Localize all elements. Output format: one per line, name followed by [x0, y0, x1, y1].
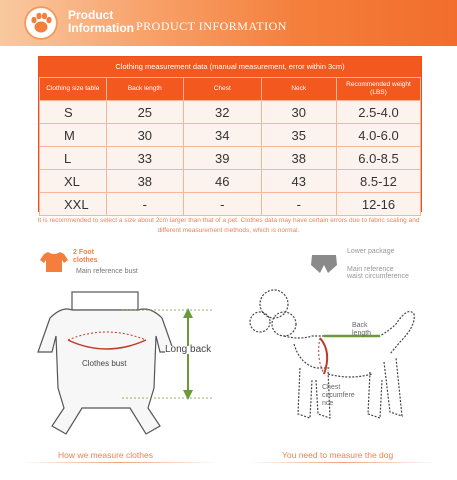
cell-weight: 8.5-12 [336, 170, 420, 193]
header-title [68, 9, 134, 35]
sizing-note-line1: It is recommended to select a size about 2cm larger than that of a pet. Clothes data may have certain errors due to fabric scaling and [37, 217, 420, 224]
table-row [40, 101, 421, 124]
cell-chest: 32 [184, 101, 261, 124]
cell-weight: 6.0-8.5 [336, 147, 420, 170]
left-legend-title: 2 Foot clothes [73, 249, 98, 264]
right-legend-sub1: Main reference [347, 266, 394, 273]
left-legend-sub: Main reference bust [76, 268, 138, 275]
cell-weight: 2.5-4.0 [336, 101, 420, 124]
col-size: Clothing size table [40, 78, 107, 101]
chest-label3: nce [322, 400, 334, 407]
cell-chest: 34 [184, 124, 261, 147]
cell-size: S [40, 101, 107, 124]
cell-size: XL [40, 170, 107, 193]
left-caption: How we measure clothes [58, 450, 153, 460]
col-neck: Neck [261, 78, 336, 101]
header-title-line1: Product [68, 8, 114, 22]
tshirt-icon [40, 250, 68, 279]
cell-neck: 43 [261, 170, 336, 193]
right-legend-title: Lower package [347, 248, 395, 255]
chest-label2: circumfere [322, 392, 355, 399]
left-caption-underline [20, 462, 220, 463]
cell-neck: 35 [261, 124, 336, 147]
long-back-label: Long back [165, 344, 212, 355]
cell-chest: - [184, 193, 261, 216]
cell-back-length: 33 [106, 147, 183, 170]
cell-back-length: 38 [106, 170, 183, 193]
table-row [40, 147, 421, 170]
paw-logo-icon [24, 6, 58, 40]
cell-size: M [40, 124, 107, 147]
cell-back-length: - [106, 193, 183, 216]
back-length-label1: Back [352, 322, 368, 329]
cell-back-length: 30 [106, 124, 183, 147]
cell-size: XXL [40, 193, 107, 216]
table-row [40, 124, 421, 147]
table-caption: Clothing measurement data (manual measurement, error within 3cm) [40, 57, 421, 78]
header-title-line2: Information [68, 21, 134, 35]
cell-weight: 4.0-6.0 [336, 124, 420, 147]
sizing-note [8, 216, 449, 236]
right-legend-sub2: waist circumference [347, 273, 409, 280]
chest-label1: Chest [322, 384, 341, 391]
right-caption-underline [248, 462, 438, 463]
sizing-note-line2: different measurement methods, which is normal. [157, 227, 300, 234]
cell-chest: 46 [184, 170, 261, 193]
table-row [40, 193, 421, 216]
back-length-label2: length [352, 330, 372, 337]
table-header-row [40, 78, 421, 101]
size-table [38, 56, 422, 212]
header-subtitle: PRODUCT INFORMATION [136, 19, 287, 33]
cell-neck: 30 [261, 101, 336, 124]
col-chest: Chest [184, 78, 261, 101]
cell-weight: 12-16 [336, 193, 420, 216]
cell-neck: - [261, 193, 336, 216]
right-caption: You need to measure the dog [282, 450, 394, 460]
shorts-icon [310, 253, 338, 280]
cell-neck: 38 [261, 147, 336, 170]
col-back-length: Back length [106, 78, 183, 101]
col-weight: Recommended weight (LBS) [336, 78, 420, 101]
cell-back-length: 25 [106, 101, 183, 124]
clothes-bust-label: Clothes bust [82, 359, 127, 368]
dog-diagram [240, 284, 430, 439]
header-banner [0, 0, 457, 46]
cell-chest: 39 [184, 147, 261, 170]
cell-size: L [40, 147, 107, 170]
table-row [40, 170, 421, 193]
